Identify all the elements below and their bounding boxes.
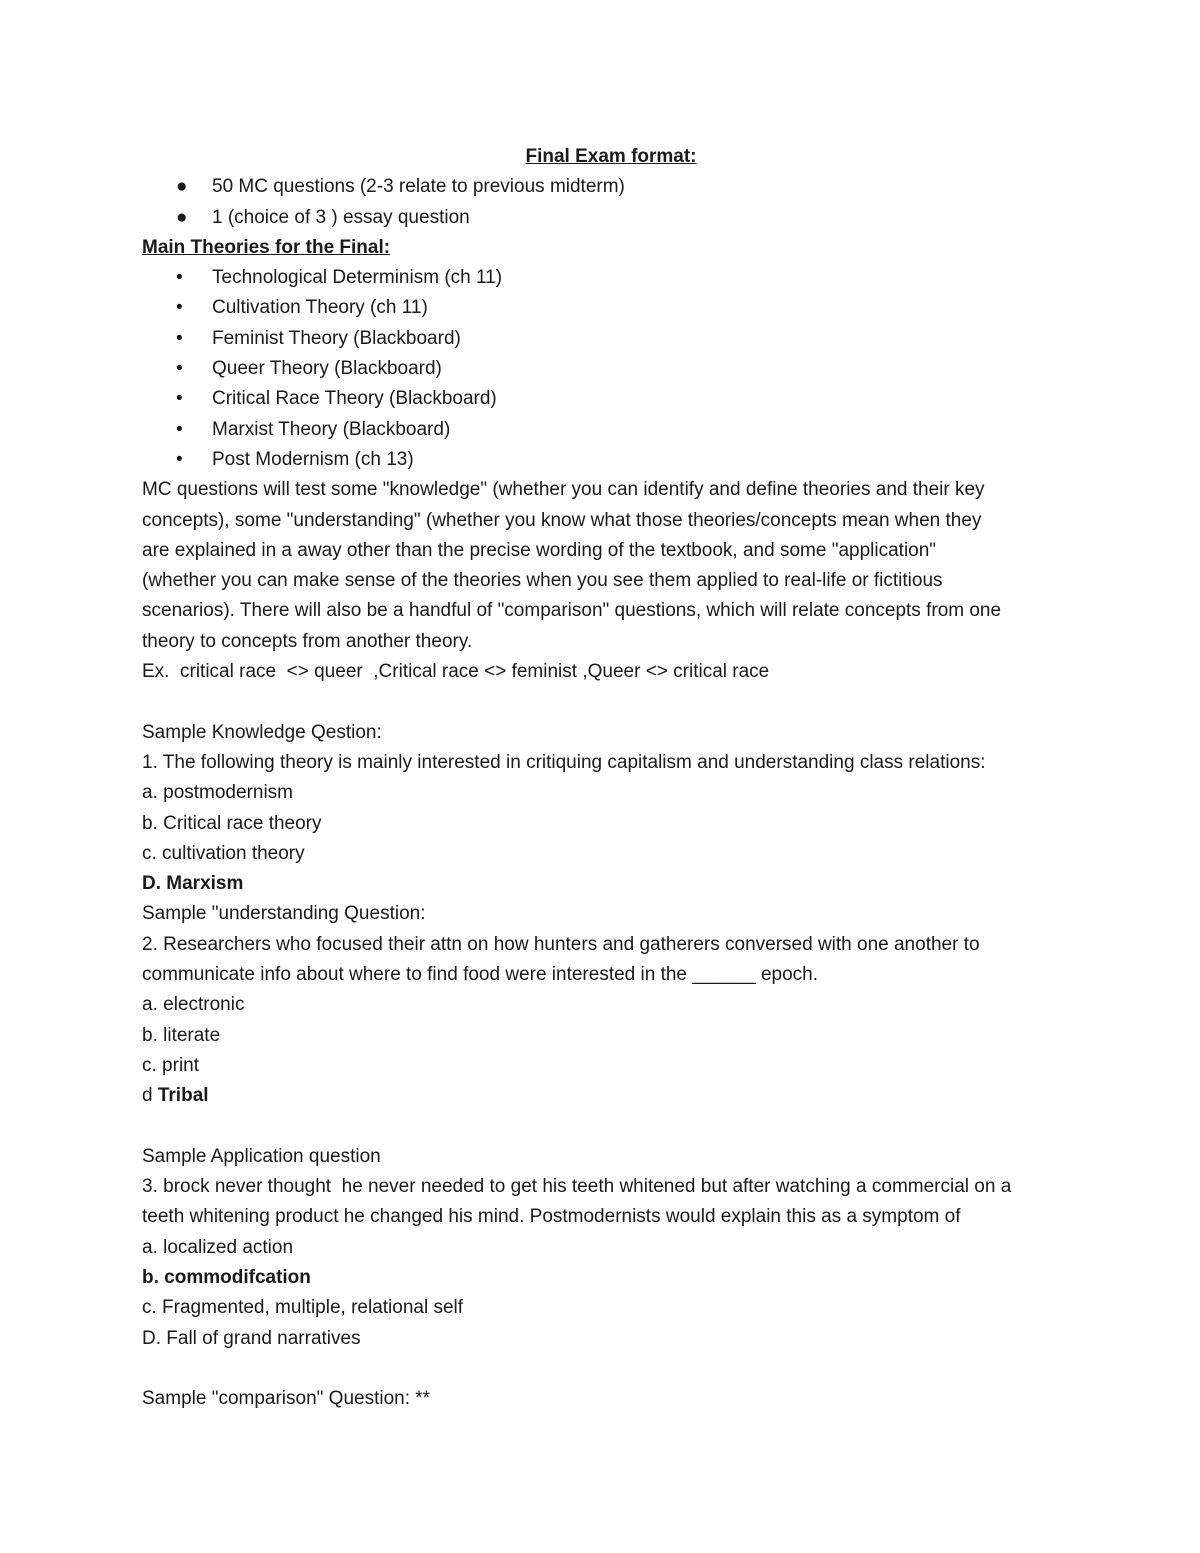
list-item: • Post Modernism (ch 13): [142, 445, 1062, 475]
answer-option: a. localized action: [142, 1236, 294, 1258]
question-text: 3. brock never thought he never needed to get his teeth whitened but after watching a commercial on a: [142, 1176, 1012, 1198]
list-item: ● 1 (choice of 3 ) essay question: [142, 203, 1062, 233]
spacer: [142, 687, 1062, 717]
question-text: 2. Researchers who focused their attn on how hunters and gatherers conversed with one another to: [142, 933, 980, 955]
bullet-icon: •: [176, 358, 183, 380]
list-item: • Marxist Theory (Blackboard): [142, 415, 1062, 445]
paragraph-line: theory to concepts from another theory.: [142, 630, 473, 652]
bullet-icon: •: [176, 327, 183, 349]
document-body: [142, 142, 1062, 1414]
answer-option: b. Critical race theory: [142, 812, 322, 834]
mc-explanation-paragraph: [142, 475, 1062, 657]
theories-heading: Main Theories for the Final:: [142, 236, 391, 258]
page-title: Final Exam format:: [525, 146, 697, 167]
answer-option: D. Fall of grand narratives: [142, 1327, 361, 1349]
section-heading: Sample Knowledge Qestion:: [142, 721, 382, 743]
bullet-icon: •: [176, 297, 183, 319]
paragraph-line: MC questions will test some "knowledge" (whether you can identify and define theories and their key: [142, 479, 985, 501]
paragraph-line: (whether you can make sense of the theories when you see them applied to real-life or fictitious: [142, 570, 943, 592]
answer-option: c. Fragmented, multiple, relational self: [142, 1297, 464, 1319]
bullet-icon: •: [176, 388, 183, 410]
bullet-icon: •: [176, 267, 183, 289]
question-text: 1. The following theory is mainly interested in critiquing capitalism and understanding class relations:: [142, 751, 986, 773]
answer-option: a. electronic: [142, 994, 245, 1016]
section-heading: Sample Application question: [142, 1145, 381, 1167]
understanding-question-section: [142, 899, 1062, 1111]
list-item: • Critical Race Theory (Blackboard): [142, 384, 1062, 414]
answer-option: a. postmodernism: [142, 782, 294, 804]
section-heading: Sample "understanding Question:: [142, 903, 426, 925]
theories-list: [142, 263, 1062, 475]
answer-option: b. literate: [142, 1024, 221, 1046]
spacer: [142, 1112, 1062, 1142]
paragraph-line: scenarios). There will also be a handful of "comparison" questions, which will relate concepts from one: [142, 600, 1002, 622]
correct-answer: D. Marxism: [142, 873, 244, 895]
comparison-question-section: [142, 1384, 1062, 1414]
format-list: [142, 172, 1062, 233]
bullet-icon: •: [176, 418, 183, 440]
list-item: • Technological Determinism (ch 11): [142, 263, 1062, 293]
question-text: communicate info about where to find food were interested in the ______ epoch.: [142, 964, 818, 986]
answer-option: c. print: [142, 1054, 200, 1076]
paragraph-line: are explained in a away other than the precise wording of the textbook, and some "application": [142, 539, 937, 561]
list-item: • Feminist Theory (Blackboard): [142, 324, 1062, 354]
example-line: Ex. critical race <> queer ,Critical race <> feminist ,Queer <> critical race: [142, 661, 770, 683]
list-item: • Queer Theory (Blackboard): [142, 354, 1062, 384]
bullet-icon: ●: [176, 176, 188, 198]
paragraph-line: concepts), some "understanding" (whether you know what those theories/concepts mean when they: [142, 509, 982, 531]
answer-prefix: d: [142, 1085, 158, 1107]
correct-answer-line: [142, 1081, 1062, 1111]
bullet-icon: ●: [176, 206, 188, 228]
list-item: • Cultivation Theory (ch 11): [142, 293, 1062, 323]
answer-option: c. cultivation theory: [142, 842, 305, 864]
correct-answer: b. commodifcation: [142, 1266, 311, 1288]
application-question-section: [142, 1142, 1062, 1354]
bullet-icon: •: [176, 448, 183, 470]
correct-answer: Tribal: [157, 1085, 209, 1107]
question-text: teeth whitening product he changed his mind. Postmodernists would explain this as a symptom of: [142, 1206, 961, 1228]
section-heading: Sample "comparison" Question: **: [142, 1388, 431, 1410]
list-item: ● 50 MC questions (2-3 relate to previous midterm): [142, 172, 1062, 202]
spacer: [142, 1354, 1062, 1384]
knowledge-question-section: [142, 718, 1062, 900]
